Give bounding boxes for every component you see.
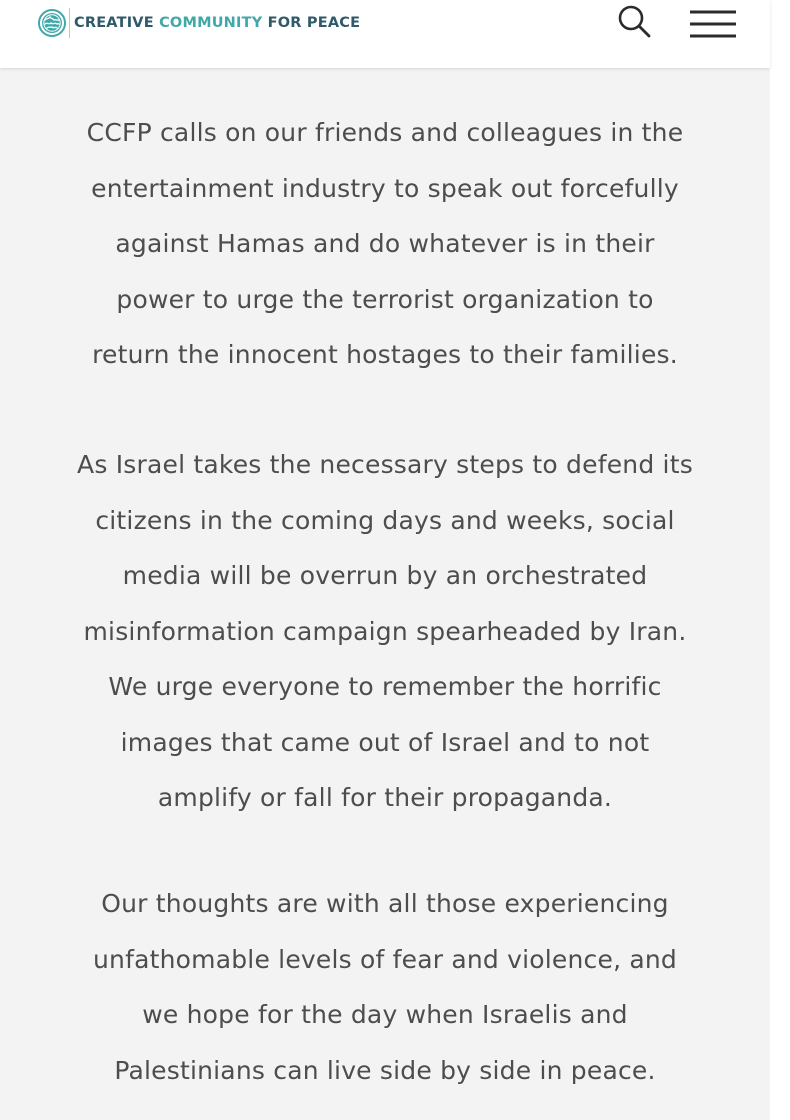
paragraph-line: As Israel takes the necessary steps to defend its — [77, 450, 693, 479]
search-icon[interactable] — [612, 0, 656, 44]
right-gutter — [770, 0, 790, 1120]
paragraph-line: unfathomable levels of fear and violence, and — [93, 944, 677, 974]
article-paragraph-3 — [30, 876, 740, 1098]
paragraph-line: return the innocent hostages to their families. — [92, 340, 678, 369]
brand-name — [74, 15, 360, 31]
logo-divider — [69, 8, 70, 38]
hamburger-menu-icon[interactable] — [686, 4, 740, 44]
paragraph-line: We urge everyone to remember the horrific — [108, 672, 662, 701]
globe-logo-icon — [38, 9, 66, 37]
site-header — [0, 0, 770, 68]
paragraph-line: power to urge the terrorist organization to — [116, 284, 654, 314]
paragraph-line: citizens in the coming days and weeks, social — [95, 505, 675, 535]
paragraph-line: entertainment industry to speak out forcefully — [91, 173, 679, 203]
paragraph-line: amplify or fall for their propaganda. — [157, 783, 613, 812]
brand-word-creative: CREATIVE — [74, 15, 154, 31]
article-paragraph-2 — [30, 437, 740, 826]
brand-word-community: COMMUNITY — [159, 15, 263, 31]
paragraph-line: CCFP calls on our friends and colleagues in the — [86, 118, 684, 147]
article-content — [0, 68, 770, 1120]
paragraph-line: images that came out of Israel and to not — [120, 727, 650, 757]
paragraph-line: media will be overrun by an orchestrated — [122, 561, 648, 590]
paragraph-line: Palestinians can live side by side in peace. — [114, 1055, 656, 1085]
paragraph-line: Our thoughts are with all those experiencing — [101, 889, 669, 918]
paragraph-line: against Hamas and do whatever is in their — [115, 229, 655, 258]
article-paragraph-1 — [30, 105, 740, 383]
paragraph-line: misinformation campaign spearheaded by Iran. — [83, 616, 687, 646]
paragraph-line: we hope for the day when Israelis and — [142, 1000, 628, 1029]
brand-word-for-peace: FOR PEACE — [267, 15, 361, 31]
site-logo[interactable] — [38, 7, 360, 39]
